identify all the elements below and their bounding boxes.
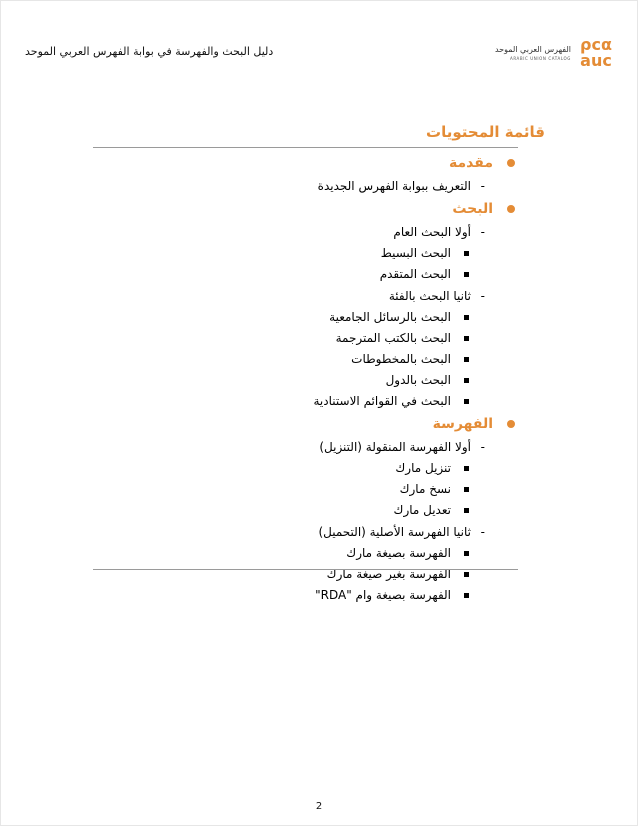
square-bullet-icon	[464, 399, 469, 404]
toc-item-label: البحث المتقدم	[379, 267, 451, 281]
square-bullet-icon	[464, 593, 469, 598]
toc-item-label: تعديل مارك	[393, 503, 451, 517]
toc-subsection[interactable]	[97, 521, 517, 543]
logo-mark	[577, 37, 615, 73]
square-bullet-icon	[464, 336, 469, 341]
toc-subsection[interactable]	[97, 436, 517, 458]
square-bullet-icon	[464, 315, 469, 320]
header-title: دليل البحث والفهرسة في بوابة الفهرس العربي الموحد	[25, 45, 274, 58]
auc-logo	[485, 37, 615, 73]
toc-item[interactable]	[97, 349, 517, 370]
square-bullet-icon	[464, 378, 469, 383]
toc-item[interactable]	[97, 458, 517, 479]
bottom-divider	[93, 569, 518, 570]
bullet-dot-icon	[507, 205, 515, 213]
toc-item-label: البحث بالدول	[385, 373, 451, 387]
toc-subsection-label: ثانيا البحث بالفئة	[388, 289, 471, 303]
bullet-dot-icon	[507, 420, 515, 428]
toc-item[interactable]	[97, 543, 517, 564]
toc-section-search[interactable]	[97, 197, 517, 221]
dash-icon: -	[480, 525, 485, 539]
toc-item-label: تنزيل مارك	[395, 461, 451, 475]
toc-item-label: الفهرسة بصيغة وام "RDA"	[315, 588, 451, 602]
bullet-dot-icon	[507, 159, 515, 167]
square-bullet-icon	[464, 357, 469, 362]
toc-item-label: البحث بالمخطوطات	[351, 352, 451, 366]
square-bullet-icon	[464, 272, 469, 277]
toc-item-label: الفهرسة بصيغة مارك	[346, 546, 451, 560]
square-bullet-icon	[464, 487, 469, 492]
logo-mark-bottom: auc	[580, 51, 612, 70]
toc-section-label: مقدمة	[449, 155, 493, 171]
logo-english-text: ARABIC UNION CATALOG	[509, 56, 571, 61]
logo-arabic-text: الفهرس العربي الموحد	[494, 45, 571, 54]
toc-subsection[interactable]	[97, 175, 517, 197]
toc-subsection[interactable]	[97, 285, 517, 307]
toc-item-label: البحث في القوائم الاستنادية	[313, 394, 451, 408]
top-divider	[93, 147, 518, 148]
table-of-contents	[97, 151, 517, 606]
logo-mark-top: ρcα	[580, 35, 612, 54]
toc-subsection-label: ثانيا الفهرسة الأصلية (التحميل)	[318, 525, 471, 539]
toc-item[interactable]	[97, 264, 517, 285]
square-bullet-icon	[464, 466, 469, 471]
toc-section-cataloging[interactable]	[97, 412, 517, 436]
toc-item[interactable]	[97, 391, 517, 412]
dash-icon: -	[480, 289, 485, 303]
toc-item[interactable]	[97, 564, 517, 585]
toc-item[interactable]	[97, 307, 517, 328]
toc-subsection-label: التعريف ببوابة الفهرس الجديدة	[317, 179, 471, 193]
toc-title: قائمة المحتويات	[426, 123, 545, 141]
toc-item-label: البحث البسيط	[380, 246, 451, 260]
toc-subsection-label: أولا الفهرسة المنقولة (التنزيل)	[319, 440, 471, 454]
dash-icon: -	[480, 225, 485, 239]
page-number: 2	[315, 801, 323, 812]
toc-item-label: البحث بالكتب المترجمة	[335, 331, 451, 345]
toc-item-label: البحث بالرسائل الجامعية	[329, 310, 451, 324]
toc-item[interactable]	[97, 479, 517, 500]
toc-section-intro[interactable]	[97, 151, 517, 175]
logo-text	[485, 45, 571, 61]
square-bullet-icon	[464, 508, 469, 513]
toc-subsection[interactable]	[97, 221, 517, 243]
dash-icon: -	[480, 440, 485, 454]
toc-item-label: نسخ مارك	[399, 482, 451, 496]
toc-item[interactable]	[97, 328, 517, 349]
dash-icon: -	[480, 179, 485, 193]
toc-section-label: البحث	[452, 201, 493, 217]
square-bullet-icon	[464, 572, 469, 577]
toc-item[interactable]	[97, 243, 517, 264]
square-bullet-icon	[464, 551, 469, 556]
toc-item[interactable]	[97, 585, 517, 606]
toc-item[interactable]	[97, 500, 517, 521]
toc-item[interactable]	[97, 370, 517, 391]
toc-subsection-label: أولا البحث العام	[393, 225, 471, 239]
toc-section-label: الفهرسة	[432, 416, 493, 432]
toc-item-label: الفهرسة بغير صيغة مارك	[326, 567, 451, 581]
square-bullet-icon	[464, 251, 469, 256]
